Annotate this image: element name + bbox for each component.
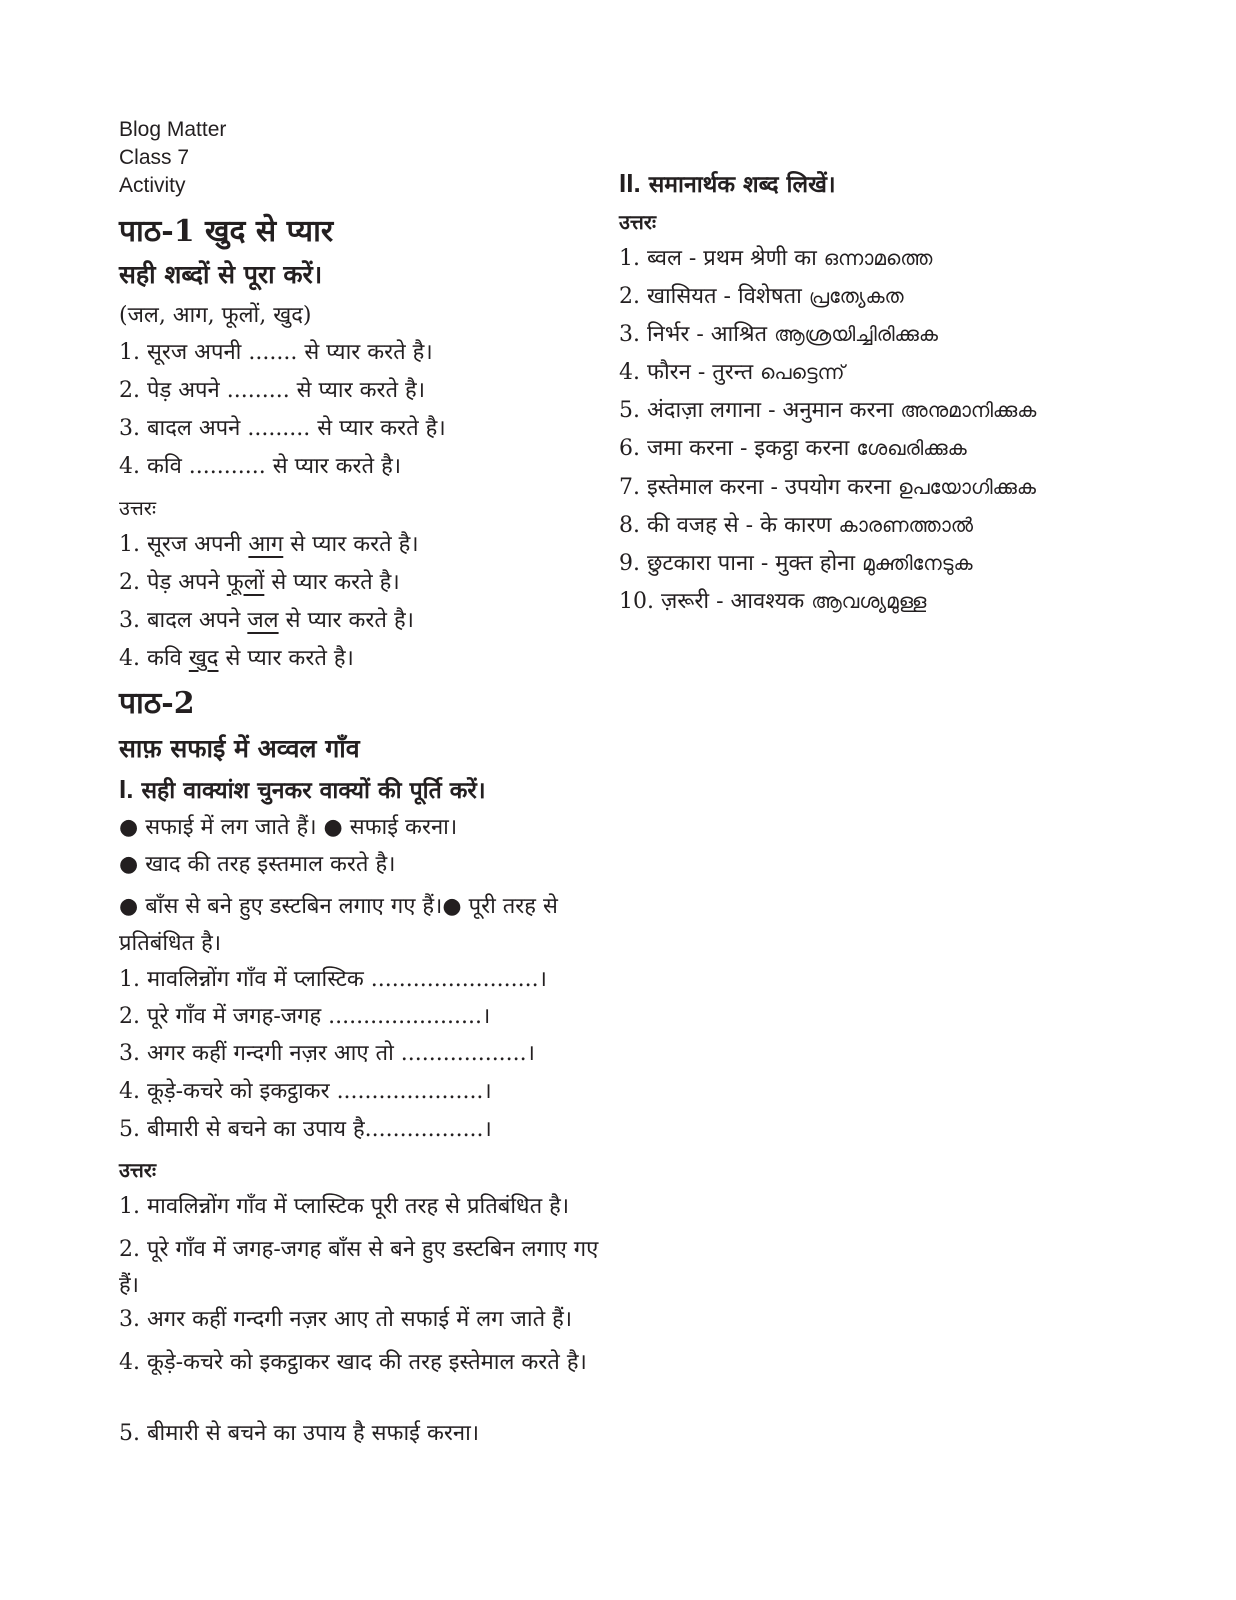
answer-text: से प्यार करते है। xyxy=(218,646,354,671)
answer-text: से प्यार करते है। xyxy=(278,608,414,633)
section1-number: I. xyxy=(119,774,134,804)
lesson1-answer xyxy=(119,607,414,635)
synonym-item xyxy=(619,244,932,273)
answer-text: से प्यार करते है। xyxy=(283,532,419,557)
answer-text: 2. पेड़ अपने xyxy=(119,570,227,595)
answer-word: फूलों xyxy=(226,570,265,595)
answer-text: से प्यार करते है। xyxy=(264,570,400,595)
section1-heading xyxy=(119,773,486,807)
answer-word: जल xyxy=(247,608,279,633)
lesson2-question: 4. कूड़े-कचरे को इकट्ठाकर .....................। xyxy=(119,1079,492,1104)
lesson2-answer: 2. पूरे गाँव में जगह-जगह बाँस से बने हुए डस्टबिन लगाए गए हैं। xyxy=(119,1237,599,1298)
synonym-item xyxy=(619,396,1036,425)
lesson1-question: 3. बादल अपने ......... से प्यार करते है। xyxy=(119,416,446,441)
answer-word: खुद xyxy=(188,646,219,671)
answer-text: 1. सूरज अपनी xyxy=(119,532,249,557)
synonym-item xyxy=(619,549,973,578)
section2-title: समानार्थक शब्द लिखें। xyxy=(648,171,836,198)
header-class: Class 7 xyxy=(119,146,190,169)
synonym-malayalam: അനുമാനിക്കുക xyxy=(900,398,1037,422)
lesson1-task: सही शब्दों से पूरा करें। xyxy=(119,260,323,289)
synonym-malayalam: ആശ്രയിച്ചിരിക്കുക xyxy=(774,322,938,346)
lesson2-answer: 5. बीमारी से बचने का उपाय है सफाई करना। xyxy=(119,1421,480,1446)
synonym-malayalam: ശേഖരിക്കുക xyxy=(856,436,967,460)
lesson2-answer: 4. कूड़े-कचरे को इकट्ठाकर खाद की तरह इस्तेमाल करते है। xyxy=(119,1350,587,1375)
section2-number: II. xyxy=(619,168,641,198)
lesson1-title: पाठ-1 खुद से प्यार xyxy=(119,214,334,249)
synonym-item xyxy=(619,511,973,540)
lesson2-answer: 1. मावलिन्नोंग गाँव में प्लास्टिक पूरी तरह से प्रतिबंधित है। xyxy=(119,1194,570,1219)
lesson2-question: 1. मावलिन्नोंग गाँव में प्लास्टिक ........................। xyxy=(119,967,547,992)
synonyms-answer-label: उत्तरः xyxy=(619,210,656,234)
lesson1-answer xyxy=(119,645,354,673)
option-bullet: ● खाद की तरह इस्तमाल करते है। xyxy=(119,852,396,877)
synonym-item xyxy=(619,358,845,387)
lesson1-question: 2. पेड़ अपने ......... से प्यार करते है। xyxy=(119,378,426,403)
synonym-item xyxy=(619,434,967,463)
synonym-hindi: 10. ज़रूरी - आवश्यक xyxy=(619,589,812,614)
lesson1-question: 4. कवि ........... से प्यार करते है। xyxy=(119,454,402,479)
synonym-hindi: 3. निर्भर - आश्रित xyxy=(619,322,775,347)
lesson2-answer-label: उत्तरः xyxy=(119,1158,156,1182)
synonym-item xyxy=(619,320,938,349)
header-blog-matter: Blog Matter xyxy=(119,118,227,141)
synonym-hindi: 7. इस्तेमाल करना - उपयोग करना xyxy=(619,475,899,500)
lesson1-answer xyxy=(119,531,419,559)
lesson1-options: (जल, आग, फूलों, खुद) xyxy=(119,303,312,328)
synonym-item xyxy=(619,282,904,311)
lesson1-answer xyxy=(119,569,400,597)
synonym-malayalam: ഉപയോഗിക്കുക xyxy=(898,475,1036,499)
lesson2-title: पाठ-2 xyxy=(119,686,195,721)
synonym-item xyxy=(619,473,1036,502)
lesson2-subtitle: साफ़ सफाई में अव्वल गाँव xyxy=(119,734,360,763)
synonym-malayalam: ഒന്നാമത്തെ xyxy=(823,246,933,270)
synonym-hindi: 9. छुटकारा पाना - मुक्त होना xyxy=(619,551,863,576)
answer-word: आग xyxy=(248,532,284,557)
lesson2-answer: 3. अगर कहीं गन्दगी नज़र आए तो सफाई में लग जाते हैं। xyxy=(119,1307,573,1332)
answer-text: 4. कवि xyxy=(119,646,189,671)
synonym-hindi: 5. अंदाज़ा लगाना - अनुमान करना xyxy=(619,398,901,423)
synonym-malayalam: പ്രത്യേകത xyxy=(808,284,904,308)
lesson1-answer-label: उत्तरः xyxy=(119,496,156,520)
header-activity: Activity xyxy=(119,174,186,197)
lesson2-question: 5. बीमारी से बचने का उपाय है.................। xyxy=(119,1117,492,1142)
synonym-malayalam: ആവശ്യമുള്ള xyxy=(811,589,927,613)
synonym-hindi: 6. जमा करना - इकट्ठा करना xyxy=(619,436,857,461)
synonym-malayalam: മുക്തിനേടുക xyxy=(862,551,973,575)
synonym-hindi: 8. की वजह से - के कारण xyxy=(619,513,839,538)
synonym-item xyxy=(619,587,926,616)
lesson1-question: 1. सूरज अपनी ....... से प्यार करते है। xyxy=(119,340,433,365)
section2-heading xyxy=(619,167,836,201)
option-bullet: ● बाँस से बने हुए डस्टबिन लगाए गए हैं।● पूरी तरह से प्रतिबंधित है। xyxy=(119,894,558,956)
synonym-malayalam: കാരണത്താൽ xyxy=(838,513,974,537)
answer-text: 3. बादल अपने xyxy=(119,608,248,633)
section1-title: सही वाक्यांश चुनकर वाक्यों की पूर्ति करें। xyxy=(141,777,486,804)
lesson2-question: 3. अगर कहीं गन्दगी नज़र आए तो ..................। xyxy=(119,1041,535,1066)
lesson2-question: 2. पूरे गाँव में जगह-जगह ......................। xyxy=(119,1004,491,1029)
synonym-hindi: 4. फौरन - तुरन्त xyxy=(619,360,761,385)
option-bullet: ● सफाई में लग जाते हैं। ● सफाई करना। xyxy=(119,815,458,840)
synonym-hindi: 2. खासियत - विशेषता xyxy=(619,284,809,309)
synonym-hindi: 1. ब्वल - प्रथम श्रेणी का xyxy=(619,246,824,271)
synonym-malayalam: പെട്ടെന്ന് xyxy=(760,360,845,384)
